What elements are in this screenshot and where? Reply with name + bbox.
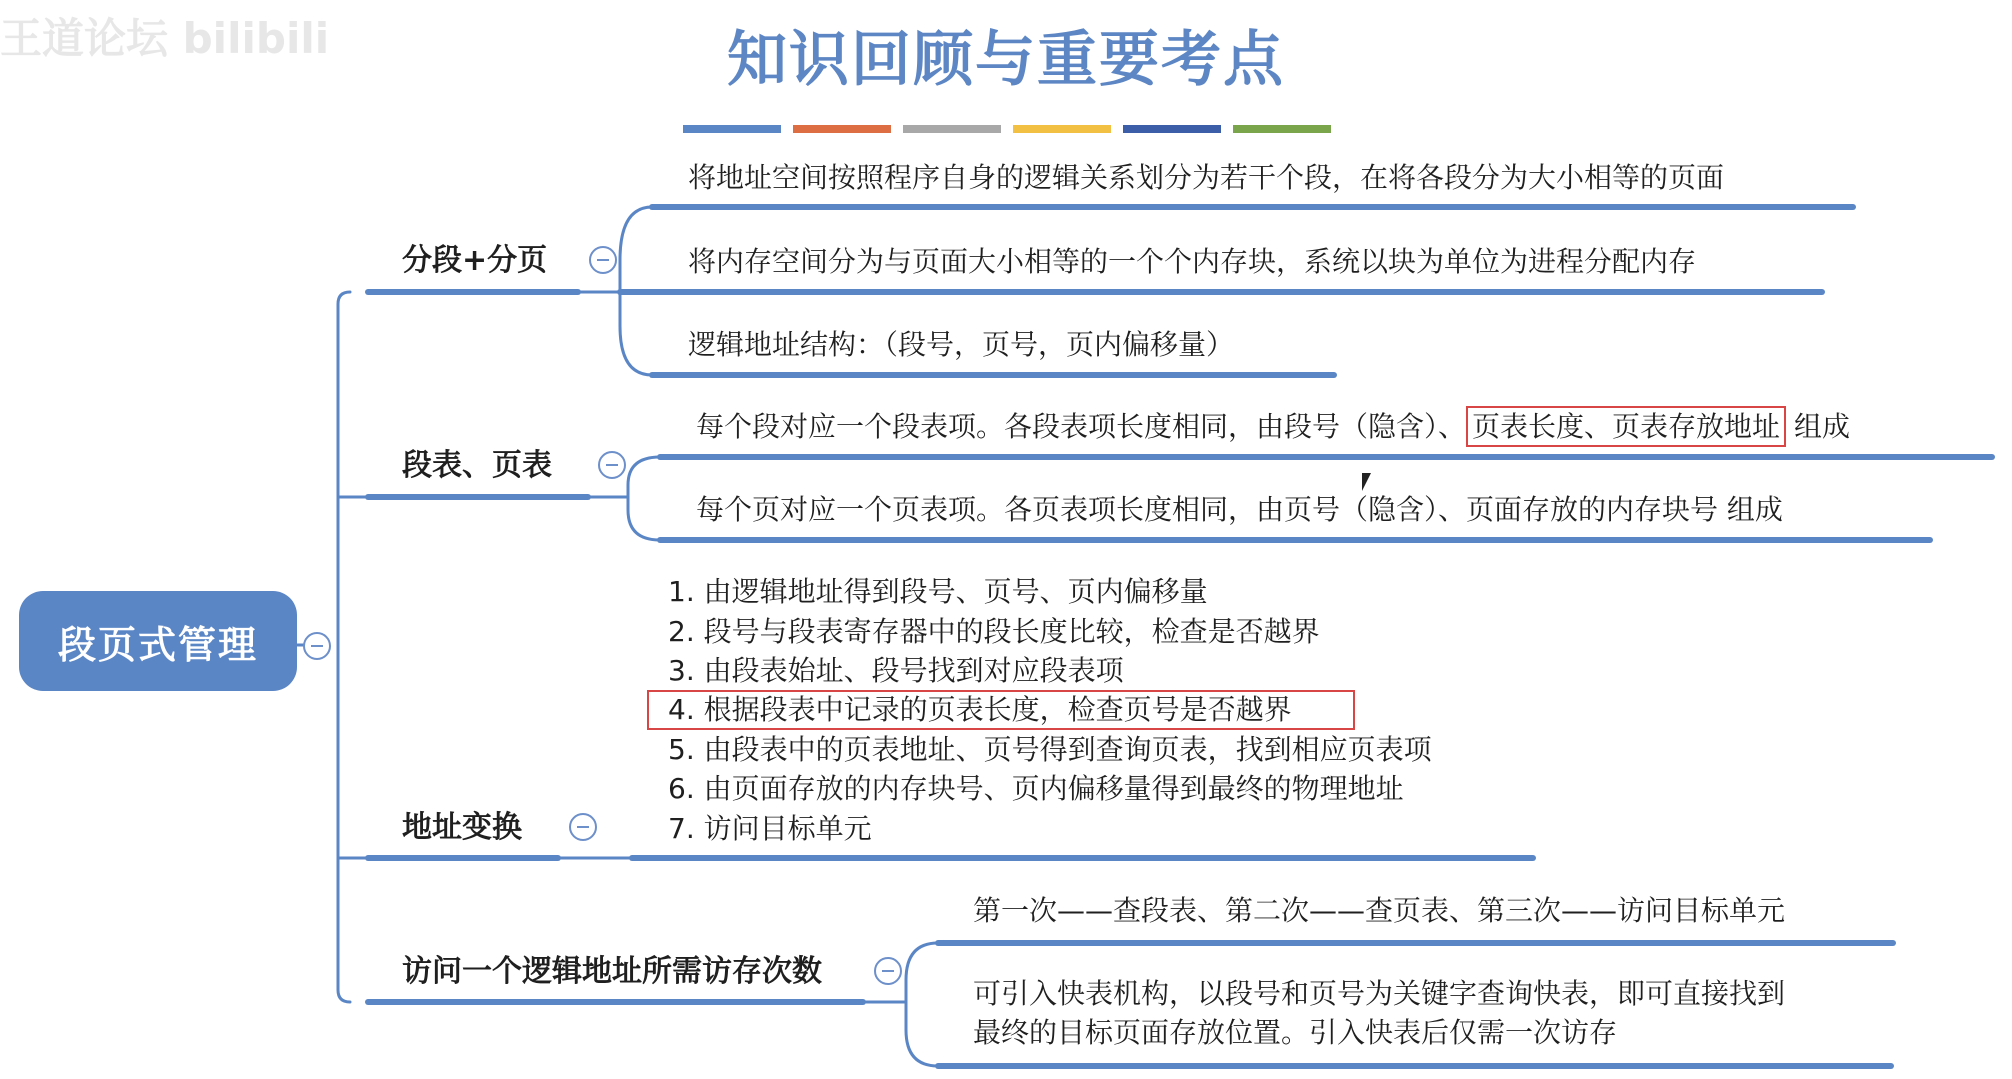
segment-entry-suffix: 组成 bbox=[1794, 410, 1851, 443]
leaf-logical-address-structure: 逻辑地址结构：（段号，页号，页内偏移量） bbox=[688, 328, 1235, 361]
segment-entry-text: 每个段对应一个段表项。各段表项长度相同，由段号（隐含）、 bbox=[696, 410, 1467, 443]
step-7: 7. 访问目标单元 bbox=[668, 812, 872, 845]
branch-segment-page-tables[interactable]: 段表、页表 bbox=[402, 448, 552, 483]
root-node[interactable] bbox=[19, 591, 297, 691]
root-collapse-button[interactable] bbox=[303, 632, 331, 660]
step-5: 5. 由段表中的页表地址、页号得到查询页表，找到相应页表项 bbox=[668, 733, 1432, 766]
step-1: 1. 由逻辑地址得到段号、页号、页内偏移量 bbox=[668, 575, 1208, 608]
step-3: 3. 由段表始址、段号找到对应段表项 bbox=[668, 654, 1124, 687]
root-label: 段页式管理 bbox=[57, 622, 258, 667]
leaf-tlb-line-1: 可引入快表机构，以段号和页号为关键字查询快表，即可直接找到 bbox=[973, 977, 1786, 1010]
branch-segment-paging-collapse-button[interactable] bbox=[589, 246, 617, 274]
leaf-access-sequence: 第一次——查段表、第二次——查页表、第三次——访问目标单元 bbox=[973, 894, 1786, 927]
step-6: 6. 由页面存放的内存块号、页内偏移量得到最终的物理地址 bbox=[668, 772, 1404, 805]
branch-address-translation-collapse-button[interactable] bbox=[569, 813, 597, 841]
page-title: 知识回顾与重要考点 bbox=[727, 25, 1285, 95]
segment-entry-highlight: 页表长度、页表存放地址 bbox=[1466, 406, 1786, 447]
leaf-page-table-entry: 每个页对应一个页表项。各页表项长度相同，由页号（隐含）、页面存放的内存块号 组成 bbox=[696, 493, 1783, 526]
branch-segment-page-tables-collapse-button[interactable] bbox=[598, 451, 626, 479]
leaf-tlb-line-2: 最终的目标页面存放位置。引入快表后仅需一次访存 bbox=[973, 1016, 1618, 1049]
step-2: 2. 段号与段表寄存器中的段长度比较，检查是否越界 bbox=[668, 615, 1320, 648]
leaf-segment-table-entry bbox=[696, 410, 1851, 443]
leaf-address-space: 将地址空间按照程序自身的逻辑关系划分为若干个段，在将各段分为大小相等的页面 bbox=[688, 161, 1725, 194]
branch-address-translation[interactable]: 地址变换 bbox=[402, 810, 522, 845]
watermark: 王道论坛 bilibili bbox=[0, 14, 330, 63]
step-4: 4. 根据段表中记录的页表长度，检查页号是否越界 bbox=[668, 693, 1292, 726]
branch-memory-access-count-collapse-button[interactable] bbox=[874, 957, 902, 985]
branch-segment-paging[interactable]: 分段+分页 bbox=[402, 243, 548, 278]
leaf-memory-space: 将内存空间分为与页面大小相等的一个个内存块，系统以块为单位为进程分配内存 bbox=[688, 245, 1697, 278]
branch-memory-access-count[interactable]: 访问一个逻辑地址所需访存次数 bbox=[402, 954, 822, 989]
mouse-cursor bbox=[1362, 473, 1371, 491]
